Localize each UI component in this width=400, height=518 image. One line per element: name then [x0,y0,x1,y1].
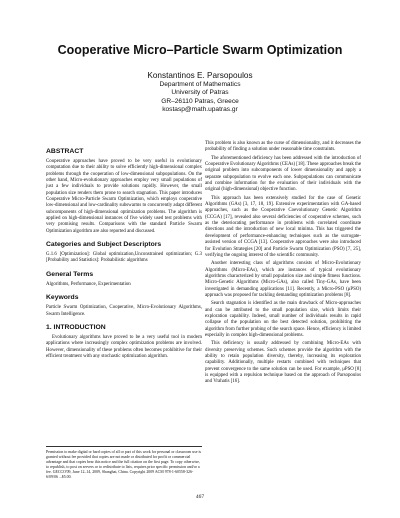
keywords-text: Particle Swarm Optimization, Cooperative, Micro-Evolutionary Algorithms, Swarm Intelligence. [46,305,202,317]
author-email: kostasp@math.upatras.gr [162,106,238,114]
body-paragraph: Another interesting class of algorithms consists of Micro-Evolutionary Algorithms (Micro-EAs), which are instances of typical evolutionary algorithms characterized by small population size and simple fitness functions. Micro-Genetic Algorithms (Micro-GAs), also called Tiny-GAs, have been investigated in demanding applications [11]. Recently, a Micro-PSO (μPSO) approach was proposed for tackling demanding optimization problems [8]. [205,261,361,298]
paper-title: Cooperative Micro–Particle Swarm Optimization [57,43,343,57]
permission-footnote: Permission to make digital or hard copies of all or part of this work for personal or classroom use is granted without fee provided that copies are not made or distributed for profit or commercial advantage and that copies bear this notice and the full citation on the first page. To copy otherwise, to republish, to post on servers or to redistribute to lists, requires prior specific permission and/or a fee. GECCO'09, June 12–14, 2009, Shanghai, China. Copyright 2009 ACM 978-1-60558-326-6/09/06 ...$5.00. [46,446,202,480]
body-paragraph: This deficiency is usually addressed by combining Micro-EAs with diversity preserving schemes. Such schemes provide the algorithm with the ability to retain population diversity, thereby, increasing its exploration capability. Additionally, multiple restarts combined with techniques that prevent convergence to the same solution can be used. For example, μPSO [8] is equipped with a repulsion technique based on the approach of Parsopoulos and Vrahatis [16]. [205,341,361,385]
abstract-heading: ABSTRACT [46,148,84,155]
terms-heading: General Terms [46,270,94,278]
affiliation-line: Department of Mathematics [159,80,241,88]
intro-text: Evolutionary algorithms have proved to be a very useful tool in modern applications where increasingly complex optimization problems are involved. However, dimensionality of these problems often becomes prohibitive for their efficient treatment with any stochastic optimization algorithm. [46,334,202,359]
body-paragraph: The aforementioned deficiency has been addressed with the introduction of Cooperative Evolutionary Algorithms (CEAs) [18]. These approaches break the original problem into subcomponents of lower dimensionality and apply a separate subpopulation to evolve each one. Subpopulations can communicate and combine information for the evaluation of their individuals with the original (high-dimensional) objective function. [205,155,361,193]
affiliation-line: University of Patras [171,89,229,97]
left-column [46,148,202,366]
abstract-text: Cooperative approaches have proved to be very useful in evolutionary computation due to their ability to solve efficiently high-dimensional complex problems through the cooperation of low-dimensional subpopulations. On the other hand, Micro-evolutionary approaches employ very small populations of just a few individuals to provide solutions rapidly. However, the small population size renders them prone to search stagnation. This paper introduces Cooperative Micro-Particle Swarm Optimization, which employs cooperative low-dimensional and low-cardinality subswarms to concurrently adapt different subcomponents of high-dimensional optimization problems. The algorithm is applied on high-dimensional instances of five widely used test problems with very promising results. Comparisons with the standard Particle Swarm Optimization algorithm are also reported and discussed. [46,159,202,234]
body-paragraph: This problem is also known as the curse of dimensionality, and it decreases the probability of finding a solution under reasonable time constraints. [205,141,361,153]
terms-text: Algorithms, Performance, Experimentation [46,281,131,287]
keywords-heading: Keywords [46,294,79,302]
affiliation-line: GR–26110 Patras, Greece [161,97,239,105]
categories-heading: Categories and Subject Descriptors [46,241,162,249]
right-column [205,141,361,388]
body-paragraph: Search stagnation is identified as the main drawback of Micro-approaches and can be attributed to the small population size, which limits their exploration capability. Indeed, small number of individuals results in rapid collapse of the population on the best detected solution, prohibiting the algorithm from further probing of the search space. Hence, efficiency is limited especially in complex high-dimensional problems. [205,301,361,338]
categories-text: G.1.6 [Optimization]: Global optimization,Unconstrained optimization; G.3 [Probability and Statistics]: Probabilistic algorithms [46,252,202,264]
author-name: Konstantinos E. Parsopoulos [147,71,253,80]
intro-heading: 1. INTRODUCTION [46,323,106,331]
body-paragraph: This approach has been extensively studied for the case of Genetic Algorithms (GAs) [3, 17, 18, 19]. Extensive experimentation with GA-based approaches, such as the Cooperative Coevolutionary Genetic Algorithm (CCGA) [17], revealed also several deficiencies of cooperative schemes, such as the deteriorating performance in problems with correlated coordinate directions and the introduction of new local minima. This has triggered the development of performance-enhancing techniques such as the surrogate-assisted version of CCGA [13]. Cooperative approaches were also introduced for Evolution Strategies [20] and Particle Swarm Optimization (PSO) [7, 25], verifying the ongoing interest of the scientific community. [205,195,361,258]
author-block [0,72,400,115]
page-number: 467 [195,494,205,500]
